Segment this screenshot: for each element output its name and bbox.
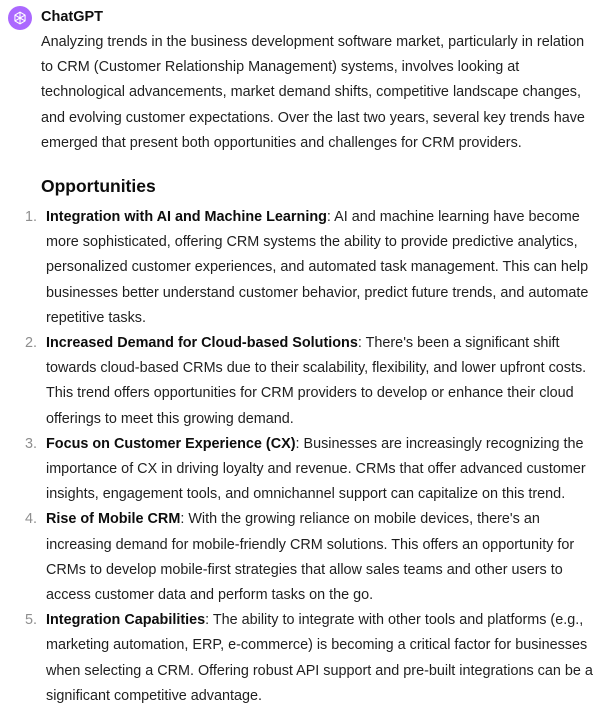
list-item bbox=[25, 331, 603, 432]
list-item bbox=[25, 608, 603, 709]
list-item-number: 4. bbox=[25, 511, 38, 528]
list-item-title: Integration Capabilities bbox=[46, 612, 206, 629]
intro-paragraph: Analyzing trends in the business development software market, particularly in relation to CRM (Customer Relationship Management) systems, involves looking at technological advancements, market demand shifts, competitive landscape changes, and evolving customer expectations. Over the last two years, several key trends have emerged that present both opportunities and challenges for CRM providers. bbox=[41, 34, 585, 151]
section-heading: Opportunities bbox=[41, 176, 156, 197]
list-item-text: : Businesses are increasingly recognizing the importance of CX in driving loyalty and revenue. CRMs that offer advanced customer insights, engagement tools, and omnichannel support can capitalize on this trend. bbox=[46, 435, 586, 503]
list-item-text: : With the growing reliance on mobile devices, there's an increasing demand for mobile-friendly CRM solutions. This offers an opportunity for CRMs to develop mobile-first strategies that allow sales teams and other users to access customer data and perform tasks on the go. bbox=[46, 511, 575, 604]
message-author: ChatGPT bbox=[41, 9, 104, 25]
list-item-number: 2. bbox=[25, 335, 38, 352]
list-item-number: 1. bbox=[25, 209, 38, 226]
list-item-text: : AI and machine learning have become more sophisticated, offering CRM systems the ability to provide predictive analytics, personalized customer experiences, and automated task management. This can help businesses better understand customer behavior, predict future trends, and automate repetitive tasks. bbox=[46, 209, 589, 326]
openai-logo-icon bbox=[8, 6, 32, 30]
list-item-title: Focus on Customer Experience (CX) bbox=[46, 435, 296, 452]
list-item-title: Increased Demand for Cloud-based Solutions bbox=[46, 335, 358, 352]
list-item bbox=[25, 507, 603, 608]
list-item bbox=[25, 432, 603, 508]
message-content bbox=[25, 30, 603, 709]
opportunities-list bbox=[25, 205, 603, 709]
list-item-number: 5. bbox=[25, 612, 38, 629]
list-item bbox=[25, 205, 603, 331]
list-item-text: : There's been a significant shift towards cloud-based CRMs due to their scalability, flexibility, and lower upfront costs. This trend offers opportunities for CRM providers to develop or enhance their cloud offerings to meet this growing demand. bbox=[46, 335, 587, 427]
list-item-title: Integration with AI and Machine Learning bbox=[46, 209, 327, 226]
list-item-number: 3. bbox=[25, 435, 38, 452]
list-item-text: : The ability to integrate with other tools and platforms (e.g., marketing automation, ERP, e-commerce) is becoming a critical factor for businesses when selecting a CRM. Offering robust API support and pre-built integrations can be a significant competitive advantage. bbox=[46, 612, 593, 704]
list-item-title: Rise of Mobile CRM bbox=[46, 511, 181, 528]
